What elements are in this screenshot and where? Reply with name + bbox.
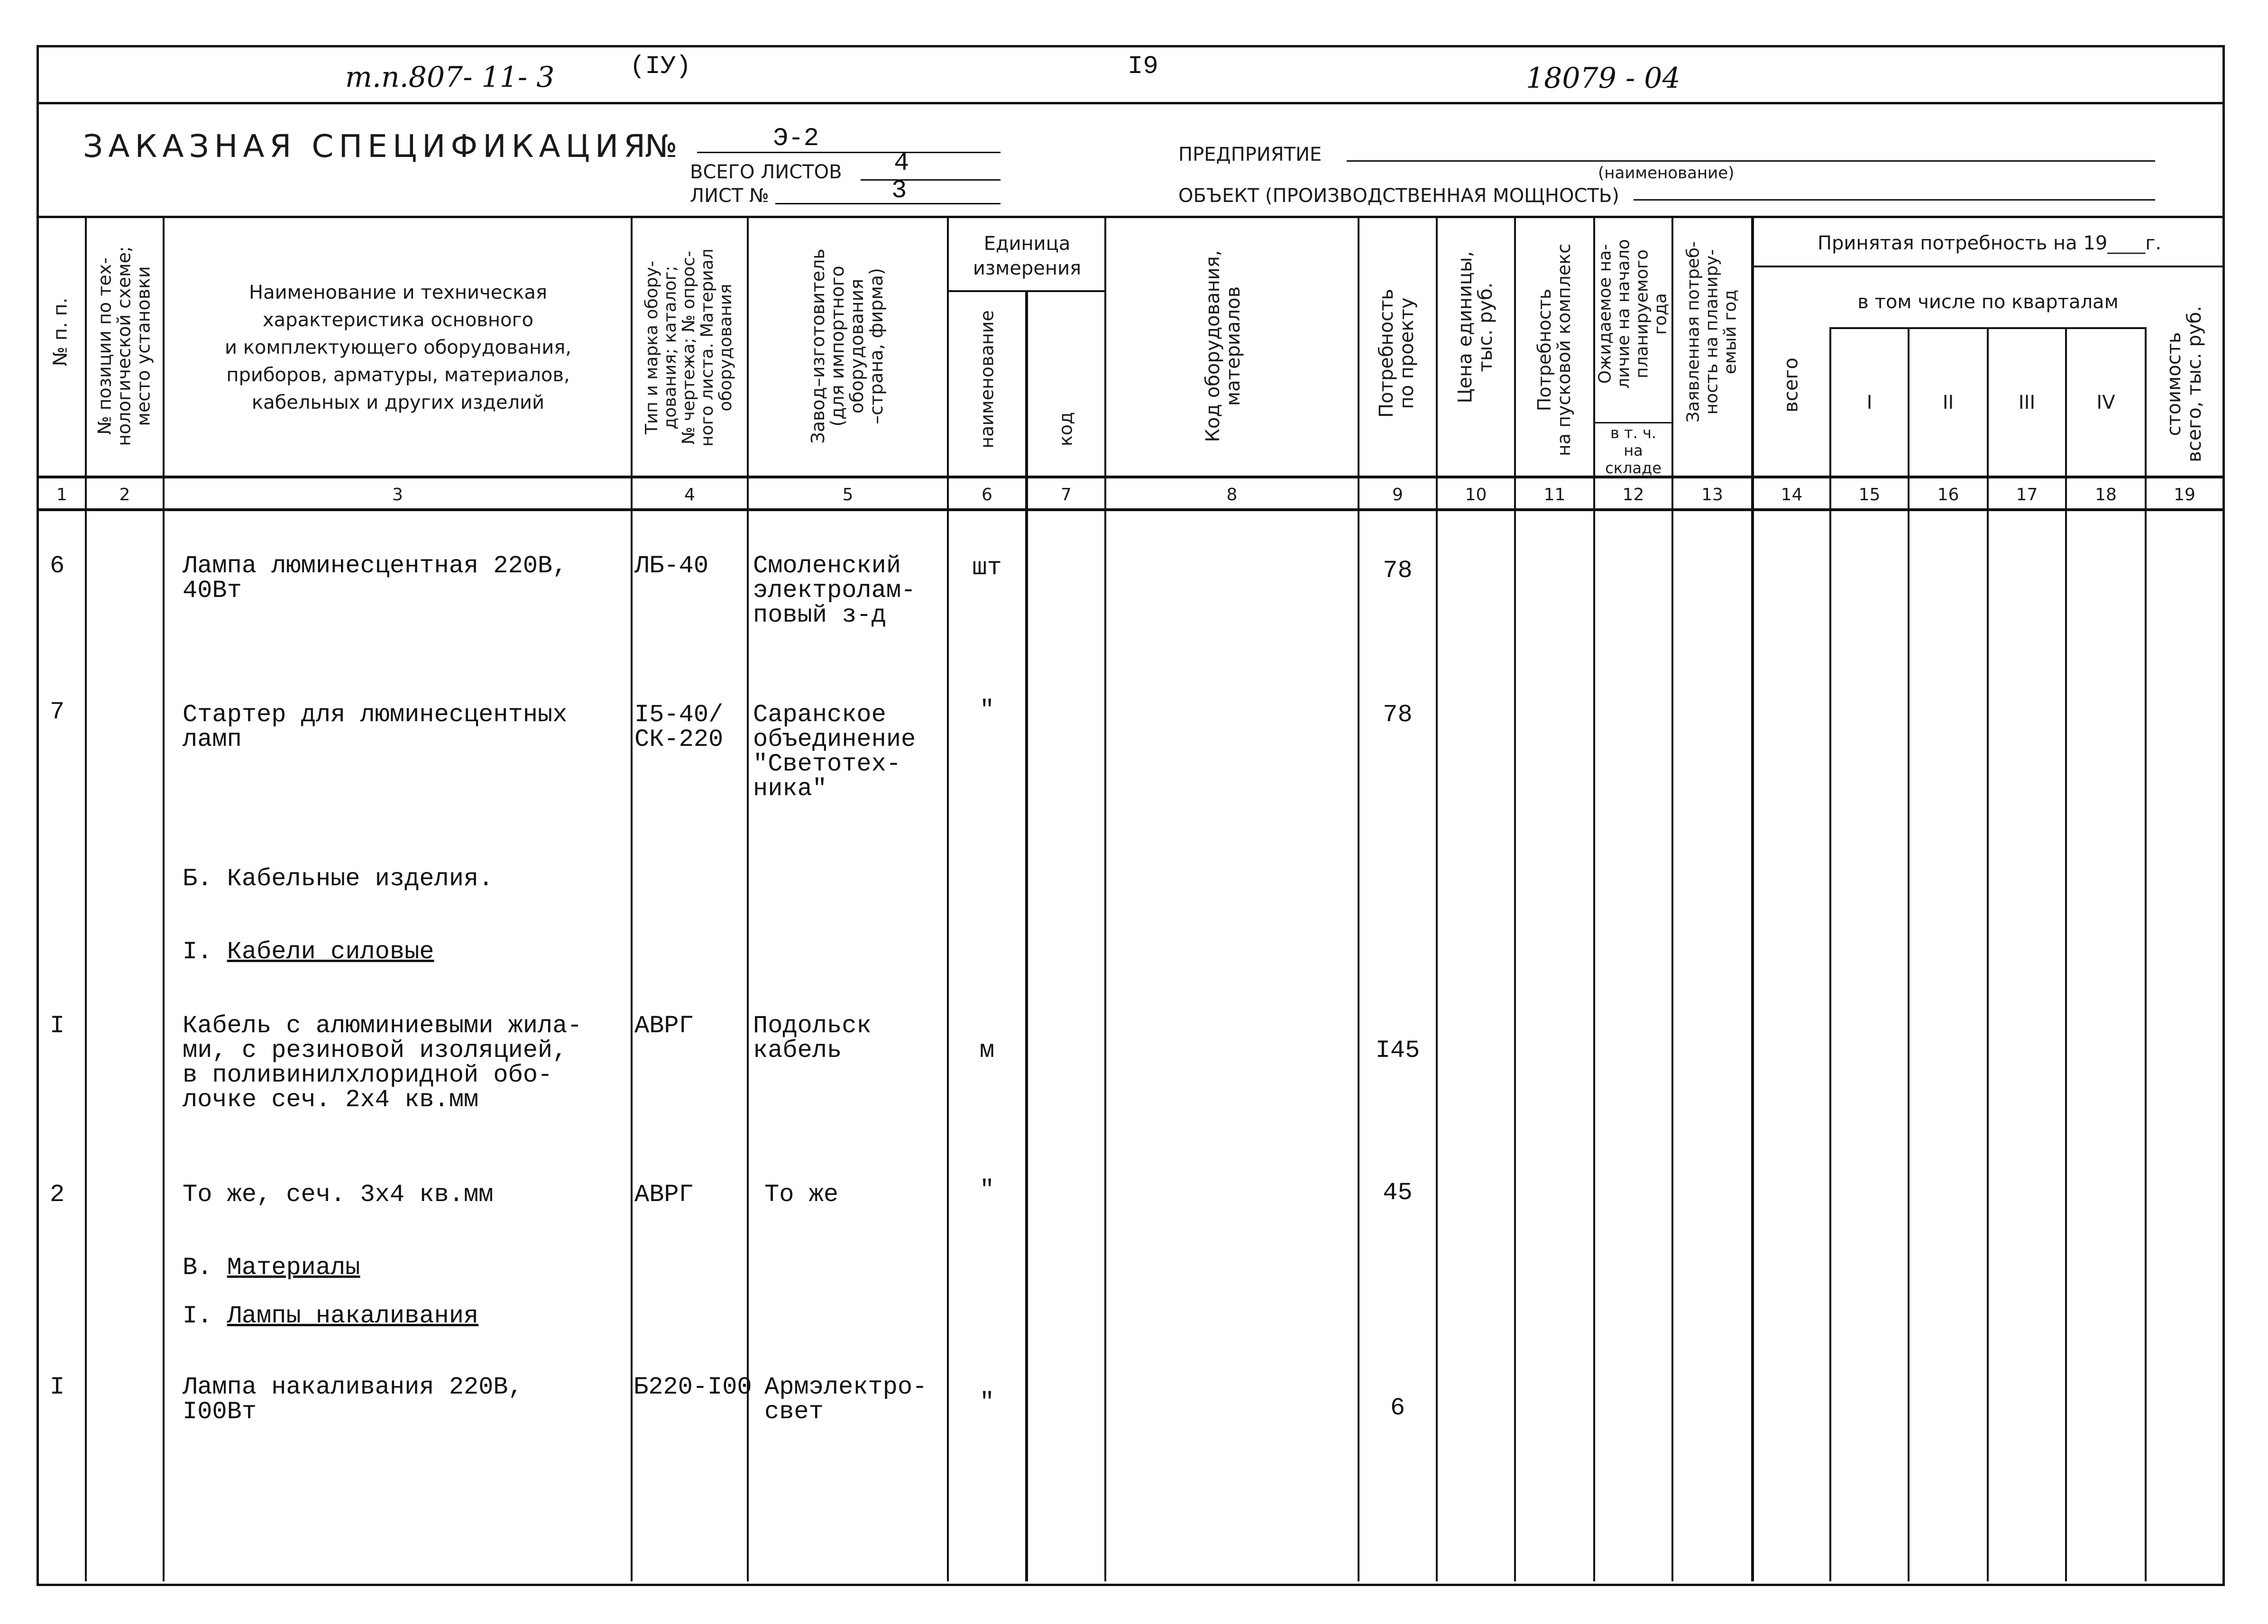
col4-line-1: Тип и марка обору- (642, 261, 661, 434)
top-rule (37, 102, 2225, 104)
item-need: 6 (1390, 1394, 1405, 1422)
total-sheets-line (861, 179, 1001, 181)
item-type-line: СК-220 (634, 725, 724, 753)
enterprise-hint: (наименование) (1598, 164, 1735, 183)
col10-line-2: тыс. руб. (1475, 282, 1497, 372)
col5-line-1: Завод–изготовитель (807, 248, 828, 444)
col3-line-3: и комплектующего оборудования, (225, 337, 571, 358)
title-rule (37, 216, 2225, 218)
col-divider-1 (85, 217, 87, 1581)
colnum-7: 7 (1061, 485, 1072, 505)
col2-line-2: нологической схеме; (113, 246, 135, 446)
item-maker-line: объединение (753, 725, 916, 753)
section-heading (183, 1256, 360, 1280)
col12-line-2: личие на начало (1614, 239, 1634, 389)
col12-line-1: Ожидаемое на- (1595, 244, 1615, 384)
col-divider-14 (1829, 327, 1831, 1581)
col3-line-4: приборов, арматуры, материалов, (226, 364, 570, 386)
item-type: АВРГ (634, 1181, 694, 1209)
row-number: I (50, 1012, 65, 1040)
q4-header: IV (2096, 392, 2115, 413)
item-name-line: Лампа накаливания 220В, (183, 1373, 523, 1401)
col3-line-2: характеристика основного (263, 309, 533, 331)
col13-line-2: ность на планиру- (1702, 249, 1722, 415)
quarters-rule (1829, 327, 2147, 329)
item-unit: " (979, 1388, 995, 1416)
item-name-line: ламп (183, 725, 242, 753)
col2-line-3: место установки (133, 266, 154, 426)
col19-line-1: стоимость (2163, 332, 2185, 436)
col8-line-2: материалов (1222, 286, 1244, 406)
item-name (183, 554, 567, 603)
colnum-9: 9 (1392, 485, 1403, 505)
accepted-header: Принятая потребность на 19____г. (1817, 232, 2162, 254)
col10-line-1: Цена единицы, (1454, 251, 1476, 404)
item-name-line: Кабель с алюминиевыми жила- (183, 1012, 582, 1040)
col6-header: наименование (976, 310, 998, 449)
row-number: I (50, 1373, 65, 1401)
colnum-3: 3 (392, 485, 403, 505)
col11-line-1: Потребность (1533, 288, 1555, 412)
col4-line-2: дования; каталог; (660, 266, 680, 430)
col-divider-10 (1514, 217, 1516, 1581)
col-divider-5 (947, 217, 949, 1581)
q3-header: III (2018, 392, 2036, 413)
unit-group-header (949, 231, 1105, 281)
item-name-line: в поливинилхлоридной обо- (183, 1061, 553, 1089)
col12-stock-line-2: на (1624, 441, 1643, 459)
col-divider-17 (2065, 327, 2067, 1581)
col5-header (808, 248, 886, 443)
col9-line-2: по проекту (1396, 297, 1418, 409)
item-maker (753, 703, 916, 801)
item-name: То же, сеч. 3х4 кв.мм (183, 1181, 494, 1209)
col7-header: код (1055, 412, 1076, 447)
col13-line-3: емый год (1720, 289, 1740, 375)
item-maker (764, 1375, 927, 1424)
row-number: 2 (50, 1181, 65, 1209)
item-maker-line: Армэлектро- (764, 1373, 927, 1401)
page-frame (37, 45, 2225, 1586)
page-number: I9 (1128, 52, 1158, 81)
colnum-10: 10 (1465, 485, 1487, 505)
item-maker: То же (764, 1181, 839, 1209)
col1-header: № п. п. (49, 297, 72, 367)
section-title: Материалы (227, 1254, 360, 1282)
item-maker-line: кабель (753, 1037, 842, 1064)
colnum-5: 5 (842, 485, 854, 505)
colnum-11: 11 (1543, 485, 1566, 505)
colnum-13: 13 (1701, 485, 1723, 505)
col12-stock-line-3: складе (1605, 459, 1662, 477)
q2-header: II (1942, 392, 1954, 413)
item-name-line: I00Вт (183, 1398, 257, 1426)
unit-group-line-2: измерения (973, 257, 1082, 279)
sheet-line (775, 203, 1001, 204)
accepted-rule (1751, 266, 2225, 267)
item-type: АВРГ (634, 1012, 694, 1040)
object-label: ОБЪЕКТ (ПРОИЗВОДСТВЕННАЯ МОЩНОСТЬ) (1178, 185, 1619, 207)
col-divider-3 (631, 217, 633, 1581)
col12-line-4: года (1650, 293, 1670, 335)
col4-header (643, 248, 735, 447)
item-maker (753, 1014, 872, 1063)
item-name (183, 1014, 582, 1112)
item-unit: шт (972, 554, 1002, 582)
col-divider-2 (163, 217, 165, 1581)
item-need: I45 (1375, 1037, 1420, 1064)
row-number: 7 (50, 698, 65, 726)
colnum-2: 2 (119, 485, 130, 505)
item-type (634, 703, 723, 752)
subsection-prefix: I. (183, 938, 227, 966)
col3-line-1: Наименование и техническая (249, 282, 547, 303)
col12-stock-line-1: в т. ч. (1610, 424, 1657, 442)
item-maker-line: Саранское (753, 701, 886, 729)
item-type: Б220-I00 (634, 1373, 752, 1401)
col-divider-8 (1358, 217, 1359, 1581)
colnum-bottom-rule (37, 508, 2225, 511)
item-name (183, 703, 567, 752)
colnum-4: 4 (684, 485, 695, 505)
col3-line-5: кабельных и других изделий (251, 392, 545, 413)
col13-header (1685, 241, 1740, 422)
col3-header (165, 279, 632, 416)
project-code: т.п.807- 11- 3 (345, 61, 555, 94)
colnum-16: 16 (1937, 485, 1959, 505)
col12-line-3: планируемого (1632, 249, 1652, 378)
enterprise-line (1347, 160, 2155, 162)
stock-rule (1593, 422, 1673, 423)
item-name (183, 1375, 523, 1424)
col9-header (1377, 289, 1417, 418)
sheet-value: 3 (891, 176, 907, 205)
item-name-line: лочке сеч. 2х4 кв.мм (183, 1086, 479, 1114)
subsection-title: Лампы накаливания (227, 1302, 479, 1330)
colnum-14: 14 (1781, 485, 1803, 505)
item-unit: м (979, 1037, 995, 1064)
col11-header (1535, 244, 1574, 456)
spec-number-line (697, 152, 1001, 153)
item-maker-line: свет (764, 1398, 824, 1426)
col-divider-18 (2145, 327, 2147, 1581)
col9-line-1: Потребность (1375, 288, 1397, 418)
row-number: 6 (50, 552, 65, 580)
item-type-line: I5-40/ (634, 701, 724, 729)
item-name-line: 40Вт (183, 577, 242, 605)
item-maker-line: электролам- (753, 577, 916, 605)
colnum-17: 17 (2016, 485, 2038, 505)
item-name-line: ми, с резиновой изоляцией, (183, 1037, 568, 1064)
colnum-8: 8 (1226, 485, 1238, 505)
object-line (1634, 199, 2155, 201)
col10-header (1455, 251, 1496, 404)
col12-stock-note (1595, 424, 1671, 477)
col8-header (1203, 250, 1244, 442)
col13-line-1: Заявленная потреб- (1683, 241, 1703, 423)
subsection-title: Кабели силовые (227, 938, 434, 966)
colnum-19: 19 (2174, 485, 2195, 505)
col2-line-1: № позиции по тех- (94, 257, 115, 435)
number-sign: № (645, 128, 678, 165)
item-unit: " (979, 696, 995, 724)
colnum-12: 12 (1622, 485, 1644, 505)
col-divider-15 (1908, 327, 1910, 1581)
col-divider-9 (1436, 217, 1438, 1581)
total-sheets-value: 4 (894, 149, 909, 178)
sheet-label: ЛИСТ № (690, 185, 769, 207)
col11-line-2: на пусковой комплекс (1553, 243, 1574, 457)
colnum-15: 15 (1858, 485, 1881, 505)
colnum-1: 1 (56, 485, 67, 505)
unit-group-line-1: Единица (983, 233, 1071, 255)
item-maker-line: повый з-д (753, 601, 886, 629)
subsection-heading (183, 1304, 478, 1329)
item-maker-line: Подольск (753, 1012, 872, 1040)
item-need: 45 (1383, 1179, 1413, 1207)
col19-header (2164, 306, 2205, 462)
item-type: ЛБ-40 (634, 552, 709, 580)
item-maker (753, 554, 916, 628)
col-divider-7 (1104, 217, 1106, 1581)
col2-header (95, 246, 153, 446)
colnum-6: 6 (982, 485, 992, 505)
col5-line-2: (для импортного (826, 266, 848, 427)
section-heading: Б. Кабельные изделия. (183, 865, 494, 893)
subsection-heading (183, 940, 434, 964)
header-bottom-rule (37, 476, 2225, 478)
col5-line-4: –страна, фирма) (866, 268, 887, 424)
col8-line-1: Код оборудования, (1202, 250, 1224, 442)
item-need: 78 (1383, 701, 1413, 729)
section-prefix: В. (183, 1254, 227, 1282)
item-maker-line: Смоленский (753, 552, 901, 580)
col-divider-13 (1751, 217, 1754, 1581)
enterprise-label: ПРЕДПРИЯТИЕ (1178, 144, 1322, 165)
col4-line-3: № чертежа; № опрос- (679, 250, 698, 445)
form-title: ЗАКАЗНАЯ СПЕЦИФИКАЦИЯ (83, 128, 651, 165)
spec-number: Э-2 (773, 124, 819, 153)
volume-mark: (IУ) (630, 52, 691, 81)
total-sheets-label: ВСЕГО ЛИСТОВ (690, 161, 842, 183)
unit-group-rule (947, 290, 1106, 292)
col4-line-5: оборудования (716, 284, 735, 412)
item-name-line: Лампа люминесцентная 220В, (183, 552, 568, 580)
col19-line-2: всего, тыс. руб. (2184, 306, 2205, 462)
col4-line-4: ного листа. Материал (697, 248, 717, 447)
col-divider-16 (1987, 327, 1989, 1581)
col14-header: всего (1780, 358, 1802, 413)
item-unit: " (979, 1176, 995, 1204)
subsection-prefix: I. (183, 1302, 227, 1330)
q1-header: I (1866, 392, 1873, 413)
col12-header (1596, 239, 1670, 389)
item-maker-line: "Светотех- (753, 750, 901, 778)
item-need: 78 (1383, 557, 1413, 585)
col5-line-3: оборудования (846, 278, 867, 414)
colnum-18: 18 (2095, 485, 2117, 505)
item-name-line: Стартер для люминесцентных (183, 701, 568, 729)
quarters-header: в том числе по кварталам (1857, 291, 2119, 313)
doc-number: 18079 - 04 (1526, 62, 1680, 95)
item-maker-line: ника" (753, 775, 827, 803)
